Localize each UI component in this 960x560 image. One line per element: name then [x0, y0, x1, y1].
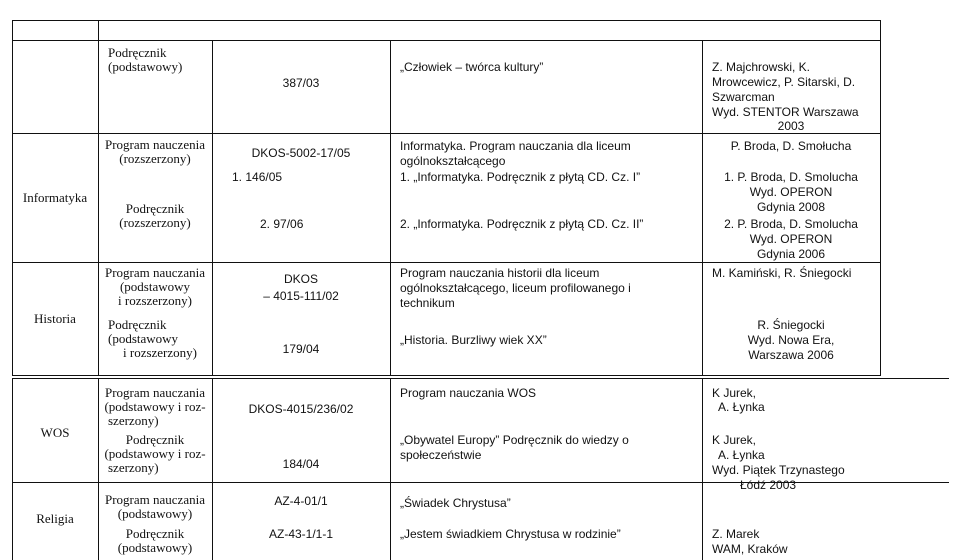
- top-author-5: 2003: [777, 119, 805, 133]
- informatyka-textbook-title-2: 2. „Informatyka. Podręcznik z płytą CD. Cz. II”: [400, 217, 644, 231]
- wos-textbook-title-2: społeczeństwie: [400, 448, 482, 462]
- religia-textbook-title: „Jestem świadkiem Chrystusa w rodzinie”: [400, 527, 621, 541]
- wos-textbook-type: Podręcznik (podstawowy i roz- szerzony): [104, 432, 206, 475]
- informatyka-textbook-author-2: 2. P. Broda, D. Smolucha Wyd. OPERON Gdynia 2006: [724, 217, 858, 261]
- religia-textbook-author: Z. Marek WAM, Kraków: [712, 527, 788, 556]
- top-author-1: Z. Majchrowski, K.: [712, 60, 811, 74]
- informatyka-program-title-1: Informatyka. Program nauczania dla liceum: [400, 139, 631, 153]
- wos-textbook-code: 184/04: [282, 457, 320, 471]
- informatyka-program-type: Program nauczenia (rozszerzony): [105, 137, 205, 166]
- top-author-2: Mrowcewicz, P. Sitarski, D.: [712, 75, 856, 89]
- wos-program-author: K Jurek, A. Łynka: [712, 386, 765, 414]
- top-author-4: Wyd. STENTOR Warszawa: [712, 105, 859, 119]
- historia-textbook-title: „Historia. Burzliwy wiek XX”: [400, 333, 547, 347]
- informatyka-textbook-title-1: 1. „Informatyka. Podręcznik z płytą CD. Cz. I”: [400, 170, 641, 184]
- religia-program-code: AZ-4-01/1: [274, 494, 328, 508]
- wos-program-code: DKOS-4015/236/02: [248, 402, 354, 416]
- informatyka-textbook-author-1: 1. P. Broda, D. Smolucha Wyd. OPERON Gdynia 2008: [724, 170, 858, 214]
- historia-textbook-type: Podręcznik (podstawowy i rozszerzony): [108, 317, 197, 360]
- wos-textbook-title-1: „Obywatel Europy” Podręcznik do wiedzy o: [400, 433, 629, 447]
- top-col2-line2: (podstawowy): [108, 59, 183, 74]
- historia-program-title-1: Program nauczania historii dla liceum: [400, 266, 600, 280]
- religia-program-type: Program nauczania (podstawowy): [105, 492, 205, 521]
- religia-textbook-code: AZ-43-1/1-1: [268, 527, 334, 541]
- wos-program-type: Program nauczania (podstawowy i roz- szerzony): [104, 385, 206, 428]
- category-religia: Religia: [36, 511, 74, 526]
- historia-program-title-2: ogólnokształcącego, liceum profilowanego i: [400, 281, 631, 295]
- informatyka-textbook-code-2: 2. 97/06: [260, 217, 304, 231]
- informatyka-textbook-type: Podręcznik (rozszerzony): [119, 201, 191, 230]
- religia-textbook-type: Podręcznik (podstawowy): [117, 526, 193, 555]
- historia-program-author: M. Kamiński, R. Śniegocki: [712, 266, 852, 280]
- wos-program-title: Program nauczania WOS: [400, 386, 537, 400]
- historia-program-title-3: technikum: [400, 296, 455, 310]
- top-col2-line1: Podręcznik: [108, 45, 167, 60]
- historia-textbook-author: R. Śniegocki Wyd. Nowa Era, Warszawa 2006: [747, 318, 835, 362]
- historia-textbook-code: 179/04: [282, 342, 320, 356]
- informatyka-program-author: P. Broda, D. Smołucha: [730, 139, 852, 153]
- top-code: 387/03: [282, 76, 320, 90]
- informatyka-program-code: DKOS-5002-17/05: [251, 146, 351, 160]
- informatyka-program-title-2: ogólnokształcącego: [400, 154, 506, 168]
- top-title: „Człowiek – twórca kultury”: [400, 60, 544, 74]
- informatyka-textbook-code-1: 1. 146/05: [232, 170, 283, 184]
- wos-textbook-author: K Jurek, A. Łynka Wyd. Piątek Trzynastego Łódź 2003: [712, 433, 845, 492]
- category-informatyka: Informatyka: [22, 190, 88, 205]
- category-wos: WOS: [40, 425, 70, 440]
- historia-program-code: DKOS – 4015-111/02: [263, 272, 339, 303]
- category-historia: Historia: [34, 311, 76, 326]
- religia-program-title: „Świadek Chrystusa”: [400, 496, 511, 510]
- historia-program-type: Program nauczania (podstawowy i rozszerzony): [105, 265, 205, 308]
- top-author-3: Szwarcman: [712, 90, 775, 104]
